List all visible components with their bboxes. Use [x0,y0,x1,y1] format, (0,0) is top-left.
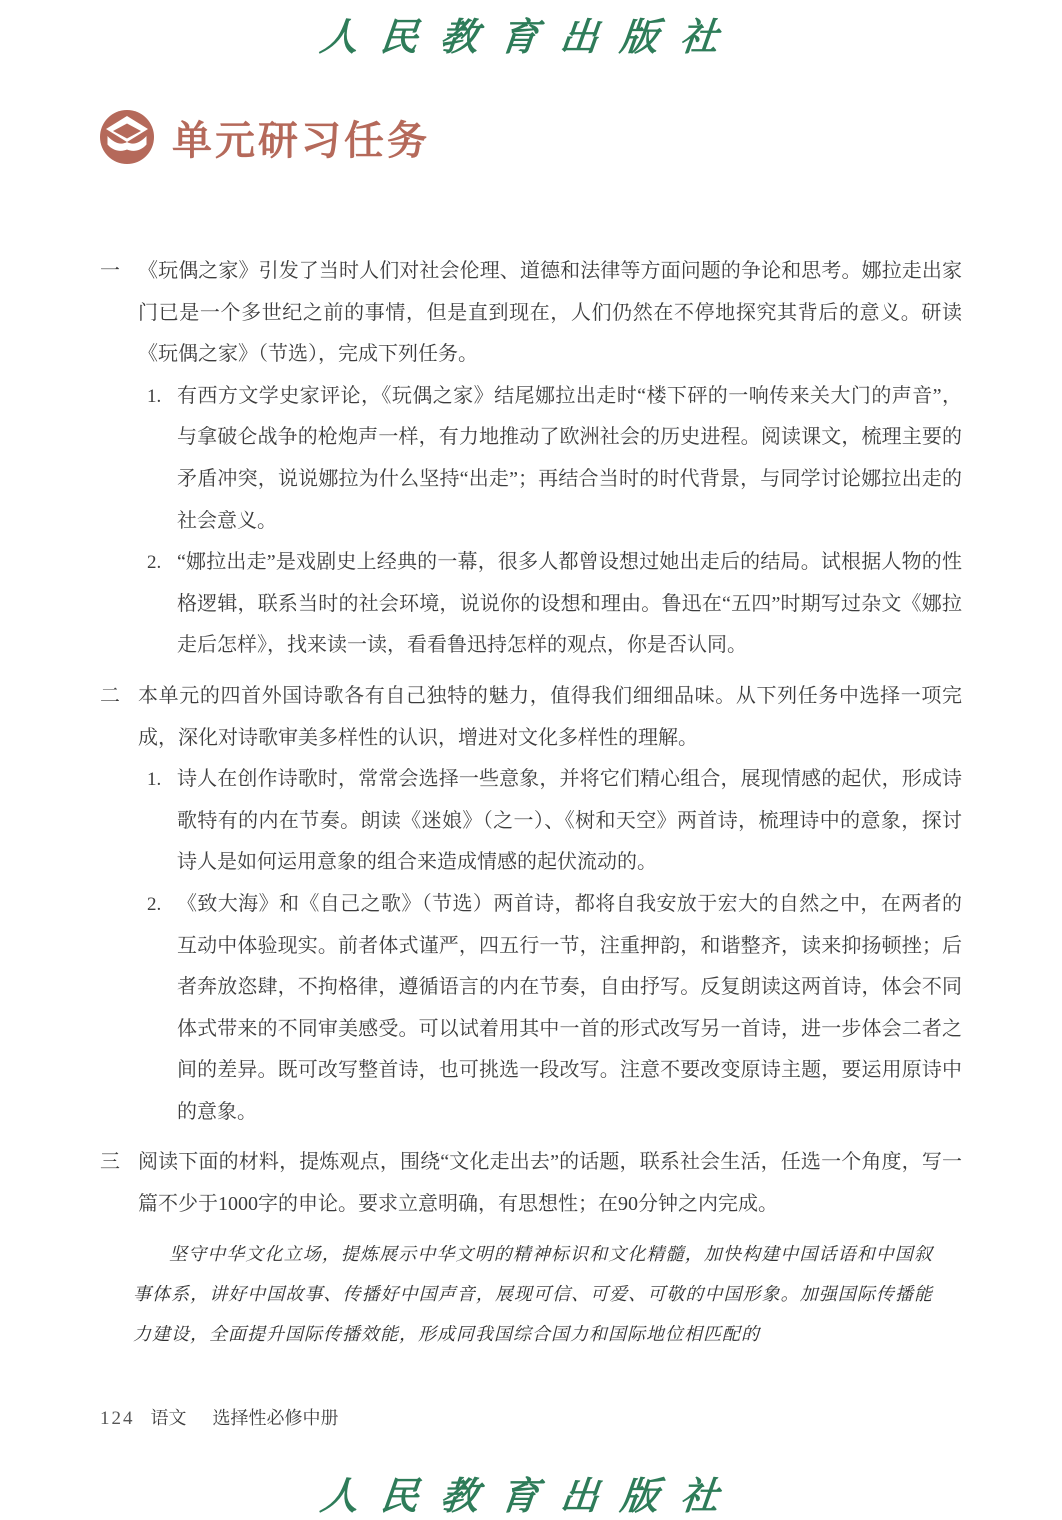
task-section-1 [100,251,962,667]
task-item-number: 2. [147,893,162,915]
footer-volume: 选择性必修中册 [212,1408,339,1428]
page-content [0,251,1062,1355]
publisher-logo-top: 人民教育出版社 [317,17,743,59]
page-title: 单元研习任务 [172,117,430,163]
task-item [138,884,962,1134]
task-item-number: 1. [147,385,162,407]
section-body [138,676,962,1134]
material-paragraph: 坚守中华文化立场，提炼展示中华文明的精神标识和文化精髓，加快构建中国话语和中国叙事体系，讲好中国故事、传播好中国声音，展现可信、可爱、可敬的中国形象。加强国际传播能力建设，全面提升国际传播效能，形成同我国综合国力和国际地位相匹配的 [133,1243,933,1345]
task-item-text: 有西方文学史家评论，《玩偶之家》结尾娜拉出走时“楼下砰的一响传来关大门的声音”，与拿破仑战争的枪炮声一样，有力地推动了欧洲社会的历史进程。阅读课文，梳理主要的矛盾冲突，说说娜拉为什么坚持“出走”；再结合当时的时代背景，与同学讨论娜拉出走的社会意义。 [177,384,962,532]
section-marker: 二 [100,684,120,707]
task-item [138,542,962,667]
task-section-3 [100,1142,962,1354]
section-intro: 阅读下面的材料，提炼观点，围绕“文化走出去”的话题，联系社会生活，任选一个角度，写一篇不少于1000字的申论。要求立意明确，有思想性；在90分钟之内完成。 [138,1151,962,1216]
task-item-text: 《致大海》和《自己之歌》（节选）两首诗，都将自我安放于宏大的自然之中，在两者的互动中体验现实。前者体式谨严，四五行一节，注重押韵，和谐整齐，读来抑扬顿挫；后者奔放恣肆，不拘格律，遵循语言的内在节奏，自由抒写。反复朗读这两首诗，体会不同体式带来的不同审美感受。可以试着用其中一首的形式改写另一首诗，进一步体会二者之间的差异。既可改写整首诗，也可挑选一段改写。注意不要改变原诗主题，要运用原诗中的意象。 [177,892,962,1123]
task-item [138,376,962,542]
task-item-number: 1. [147,769,162,791]
publisher-logo-bottom: 人民教育出版社 [318,1476,743,1518]
section-marker: 三 [100,1151,120,1174]
section-body [138,251,962,667]
section-body [133,1142,962,1354]
task-item [138,759,962,884]
open-book-icon [100,110,154,164]
task-item-text: “娜拉出走”是戏剧史上经典的一幕，很多人都曾设想过她出走后的结局。试根据人物的性格逻辑，联系当时的社会环境，说说你的设想和理由。鲁迅在“五四”时期写过杂文《娜拉走后怎样》，找来读一读，看看鲁迅持怎样的观点，你是否认同。 [177,551,962,657]
section-intro: 本单元的四首外国诗歌各有自己独特的魅力，值得我们细细品味。从下列任务中选择一项完成，深化对诗歌审美多样性的认识，增进对文化多样性的理解。 [138,684,962,749]
task-section-2 [100,676,962,1134]
footer-subject: 语文 [150,1408,187,1428]
page-number: 124 [100,1408,135,1429]
task-item-number: 2. [147,552,162,574]
task-sections [100,251,962,1355]
section-marker: 一 [100,260,120,282]
section-intro: 《玩偶之家》引发了当时人们对社会伦理、道德和法律等方面问题的争论和思考。娜拉走出家门已是一个多世纪之前的事情，但是直到现在，人们仍然在不停地探究其背后的意义。研读《玩偶之家》（节选），完成下列任务。 [138,260,962,366]
unit-title-row [100,107,1062,167]
task-item-text: 诗人在创作诗歌时，常常会选择一些意象，并将它们精心组合，展现情感的起伏，形成诗歌特有的内在节奏。朗读《迷娘》（之一）、《树和天空》两首诗，梳理诗中的意象，探讨诗人是如何运用意象的组合来造成情感的起伏流动的。 [177,768,962,874]
page-footer [100,1404,339,1430]
